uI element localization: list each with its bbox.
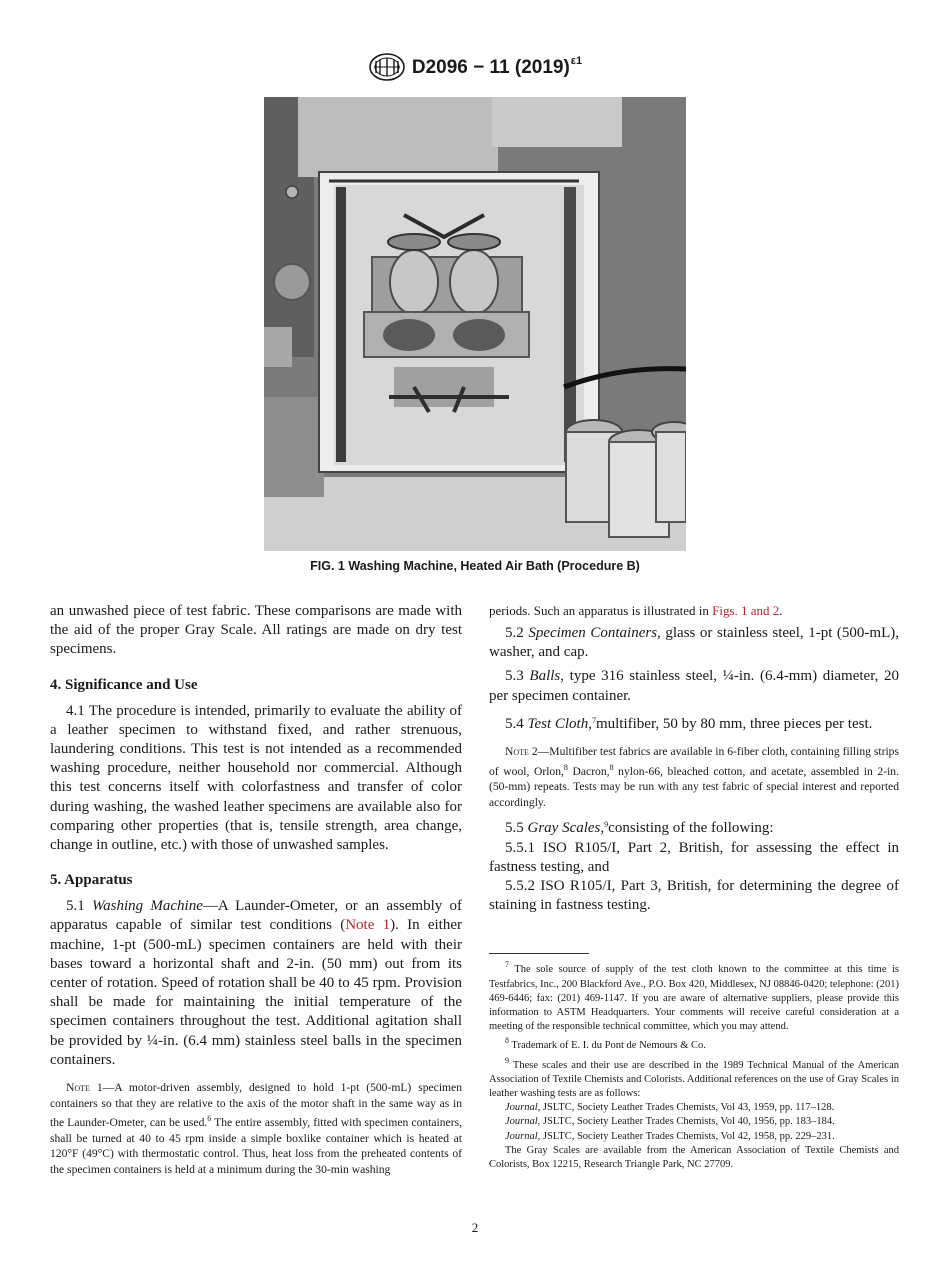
footnote-8: $^8$ Trademark of E. I. du Pont de Nemours & Co.	[505, 1036, 706, 1052]
figure-caption: FIG. 1 Washing Machine, Heated Air Bath (Procedure B)	[310, 559, 640, 573]
right-column	[489, 602, 899, 1172]
note-1-link[interactable]: Note 1	[345, 917, 391, 934]
section-4-1: 4.1 The procedure is intended, primarily to evaluate the ability of a leather specimen to withstand fixed, and rather strenuous, laundering conditions. This test is not intended as a recommended washing procedure, neither household nor commercial. Although this test concerns itself with colorfastness and transfer of color during washing, the washed leather specimens are available also for comparing other properties (that is, tensile strength, area change, change in outline, etc.) with those of unwashed samples.	[50, 702, 462, 854]
section-5-3: 5.3 Balls, type 316 stainless steel, ¼-in. (6.4-mm) diameter, 20 per specimen container.	[489, 668, 899, 704]
section-5-2: 5.2 Specimen Containers, glass or stainless steel, 1-pt (500-mL), washer, and cap.	[489, 625, 899, 661]
note-2: Note 2—Multifiber test fabrics are available in 6-fiber cloth, containing filling strips of wool, Orlon,$^8$ Dacron,$^8$ nylon-66, bleached cotton, and acetate, assembled in 2-in. (50-mm) repeats. Tests may be run with any test fabric of special interest and reported accordingly.	[489, 745, 899, 809]
designation: D2096 − 11 $(2019)^{\varepsilon 1}$	[411, 55, 583, 78]
page-number: 2	[471, 1220, 479, 1235]
footnote-9: $^9$ These scales and their use are described in the 1989 Technical Manual of the American Association of Textile Chemists and Colorists. Additional references on the use of Gray Scales in leather washing tests are as follows:	[489, 1055, 899, 1100]
section-5-4: 5.4 Test Cloth,$^7$multifiber, 50 by 80 mm, three pieces per test.	[505, 715, 873, 732]
section-5-5-2: 5.5.2 ISO R105/I, Part 3, British, for determining the degree of staining in fastness testing.	[489, 878, 899, 914]
reference-2: Journal, JSLTC, Society Leather Trades Chemists, Vol 40, 1956, pp. 183–184.	[505, 1116, 835, 1128]
footnote-divider	[489, 953, 589, 954]
intro-paragraph: an unwashed piece of test fabric. These comparisons are made with the aid of the proper Gray Scale. All ratings are made on dry test specimens.	[50, 603, 462, 658]
left-column	[50, 602, 462, 1178]
section-4-heading: 4. Significance and Use	[50, 676, 198, 693]
continued-paragraph: periods. Such an apparatus is illustrated in Figs. 1 and 2.	[489, 603, 783, 618]
note-1: Note 1—A motor-driven assembly, designed to hold 1-pt (500-mL) specimen containers so that they are relative to the axis of the motor shaft in the same way as in the Launder-Ometer, can be used.$^6$ The entire assembly, fitted with specimen containers, shall be turned at 40 to 45 rpm inside a simple boxlike container which is heated at 120°F (49°C) with thermostatic control. Thus, heat loss from the preheated contents of the specimen containers is held at a minimum during the 30-min washing	[50, 1081, 462, 1177]
section-5-5: 5.5 Gray Scales,$^9$consisting of the following:	[505, 820, 774, 837]
photo-drawing	[264, 97, 686, 551]
section-5-heading: 5. Apparatus	[50, 872, 133, 889]
figs-link[interactable]: Figs. 1 and 2	[712, 603, 780, 618]
section-5-5-1: 5.5.1 ISO R105/I, Part 2, British, for assessing the effect in fastness testing, and	[489, 839, 899, 875]
page-header	[0, 52, 950, 82]
washing-machine-photo	[264, 97, 686, 551]
reference-4: The Gray Scales are available from the American Association of Textile Chemists and Colorists, Box 12215, Research Triangle Park, NC 27709.	[489, 1144, 899, 1171]
reference-1: Journal, JSLTC, Society Leather Trades Chemists, Vol 43, 1959, pp. 117–128.	[505, 1102, 835, 1114]
footnote-7: $^7$ The sole source of supply of the test cloth known to the committee at this time is Testfabrics, Inc., 200 Blackford Ave., P.O. Box 420, Middlesex, NJ 08846-0420; telephone: (201) 469-6446; fax: (201) 469-1147. If you are aware of alternative suppliers, please provide this information to ASTM Headquarters. Your comments will receive careful consideration at a meeting of the responsible technical committee, which you may attend.	[489, 960, 899, 1033]
section-5-1: 5.1 Washing Machine—A Launder-Ometer, or an assembly of apparatus capable of similar test conditions (Note 1). In either machine, 1-pt (500-mL) specimen containers are held with their bases toward a horizontal shaft and 2-in. (50 mm) out from its center of rotation. Speed of rotation shall be 40 to 45 rpm. Provision shall be made for maintaining the initial temperature of the specimen containers throughout the test. Additional agitation shall be provided by ¼-in. (6.4 mm) stainless steel balls in the specimen containers.	[50, 898, 462, 1068]
astm-logo-icon	[368, 52, 406, 82]
reference-3: Journal, JSLTC, Society Leather Trades Chemists, Vol 42, 1958, pp. 229–231.	[505, 1130, 835, 1142]
